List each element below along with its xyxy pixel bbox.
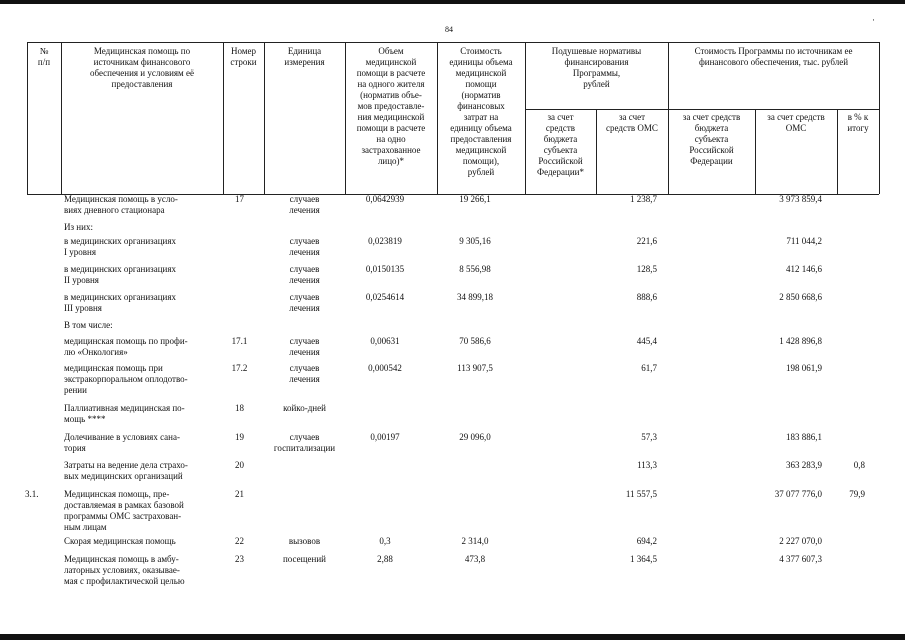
header-program-budget: за счет средств бюджета субъекта Российской Федерации	[682, 112, 741, 166]
row-cost: 34 899,18	[457, 292, 493, 302]
row-name: в медицинских организациях I уровня	[64, 236, 176, 257]
row-per-capita-oms: 61,7	[641, 363, 657, 373]
row-per-capita-oms: 694,2	[636, 536, 657, 546]
row-volume: 0,0254614	[365, 292, 405, 302]
scan-dot: ·	[872, 15, 875, 25]
row-number: 23	[235, 554, 244, 564]
row-program-oms: 412 146,6	[786, 264, 822, 274]
header-program-group: Стоимость Программы по источникам ее финансового обеспечения, тыс. рублей	[694, 46, 853, 67]
table-top-line	[27, 42, 879, 43]
row-name: Медицинская помощь в амбу- латорных условиях, оказывае- мая с профилактической целью	[64, 554, 185, 586]
row-per-capita-oms: 11 557,5	[625, 489, 657, 499]
row-cost: 8 556,98	[459, 264, 491, 274]
row-name: Паллиативная медицинская по- мощь ****	[64, 403, 185, 424]
row-program-oms: 3 973 859,4	[779, 194, 822, 204]
row-number: 17.1	[231, 336, 248, 346]
row-program-oms: 2 227 070,0	[779, 536, 822, 546]
row-unit: случаев лечения	[289, 363, 320, 384]
row-volume: 2,88	[377, 554, 393, 564]
row-number: 18	[235, 403, 244, 413]
top-border	[0, 0, 905, 4]
row-program-pct: 79,9	[849, 489, 865, 499]
row-cost: 2 314,0	[461, 536, 489, 546]
row-num: 3.1.	[25, 489, 39, 499]
bottom-border	[0, 634, 905, 640]
header-volume: Объем медицинской помощи в расчете на одного жителя (норматив объе- мов предоставле- ния медицинской помощи в расчете на одно застрахованное лицо)*	[356, 46, 426, 166]
row-cost: 9 305,16	[459, 236, 491, 246]
row-program-oms: 1 428 896,8	[779, 336, 822, 346]
row-per-capita-oms: 888,6	[636, 292, 657, 302]
header-kind: Медицинская помощь по источникам финансового обеспечения и условиям её предоставления	[90, 46, 194, 89]
row-per-capita-oms: 1 238,7	[630, 194, 657, 204]
row-unit: случаев госпитализации	[273, 432, 336, 453]
row-name: Скорая медицинская помощь	[64, 536, 176, 546]
row-cost: 29 096,0	[459, 432, 491, 442]
row-number: 17.2	[231, 363, 248, 373]
row-cost: 70 586,6	[459, 336, 491, 346]
header-program-pct: в % к итогу	[847, 112, 869, 133]
subheader-line	[525, 109, 879, 110]
header-cost: Стоимость единицы объема медицинской помощи (норматив финансовых затрат на единицу объема предоставления медицинской помощи), рублей	[449, 46, 513, 177]
header-row-number: Номер строки	[230, 46, 257, 67]
row-name: в медицинских организациях II уровня	[64, 264, 176, 285]
row-program-oms: 2 850 668,6	[779, 292, 822, 302]
column-border	[879, 42, 880, 194]
row-per-capita-oms: 113,3	[637, 460, 657, 470]
row-per-capita-oms: 221,6	[636, 236, 657, 246]
row-volume: 0,00631	[370, 336, 400, 346]
row-name: В том числе:	[64, 320, 113, 330]
row-number: 19	[235, 432, 244, 442]
header-per-capita-group: Подушевые нормативы финансирования Программы, рублей	[551, 46, 642, 89]
row-unit: случаев лечения	[289, 264, 320, 285]
row-program-oms: 363 283,9	[786, 460, 822, 470]
row-number: 20	[235, 460, 244, 470]
row-name: Из них:	[64, 222, 93, 232]
row-volume: 0,000542	[368, 363, 402, 373]
row-program-oms: 183 886,1	[786, 432, 822, 442]
row-volume: 0,3	[379, 536, 391, 546]
row-unit: вызовов	[288, 536, 321, 546]
row-unit: койко-дней	[283, 403, 326, 413]
row-program-pct: 0,8	[853, 460, 865, 470]
row-per-capita-oms: 1 364,5	[630, 554, 657, 564]
row-unit: посещений	[282, 554, 326, 564]
header-num: № п/п	[37, 46, 51, 67]
row-name: медицинская помощь по профи- лю «Онкология»	[64, 336, 188, 357]
row-cost: 113 907,5	[457, 363, 493, 373]
row-cost: 473,8	[464, 554, 486, 564]
row-number: 22	[235, 536, 244, 546]
header-per-capita-oms: за счет средств ОМС	[606, 112, 658, 133]
row-name: в медицинских организациях III уровня	[64, 292, 176, 313]
row-name: Медицинская помощь, пре- доставляемая в рамках базовой программы ОМС застрахован- ным лицам	[64, 489, 184, 532]
row-volume: 0,023819	[368, 236, 402, 246]
row-unit: случаев лечения	[289, 194, 320, 215]
row-name: Медицинская помощь в усло- виях дневного стационара	[64, 194, 178, 215]
row-unit: случаев лечения	[289, 336, 320, 357]
row-program-oms: 711 044,2	[786, 236, 822, 246]
row-cost: 19 266,1	[459, 194, 491, 204]
row-name: Долечивание в условиях сана- тория	[64, 432, 180, 453]
row-unit: случаев лечения	[289, 292, 320, 313]
page-number: 84	[445, 25, 453, 34]
header-program-oms: за счет средств ОМС	[767, 112, 825, 133]
header-unit: Единица измерения	[284, 46, 325, 67]
row-name: Затраты на ведение дела страхо- вых медицинских организаций	[64, 460, 188, 481]
row-number: 17	[235, 194, 244, 204]
row-per-capita-oms: 57,3	[641, 432, 657, 442]
row-per-capita-oms: 445,4	[636, 336, 657, 346]
row-program-oms: 37 077 776,0	[774, 489, 822, 499]
row-volume: 0,00197	[370, 432, 400, 442]
row-per-capita-oms: 128,5	[636, 264, 657, 274]
row-volume: 0,0150135	[365, 264, 405, 274]
row-name: медицинская помощь при экстракорпоральном оплодотво- рении	[64, 363, 188, 395]
header-per-capita-budget: за счет средств бюджета субъекта Российской Федерации*	[536, 112, 584, 177]
row-volume: 0,0642939	[365, 194, 405, 204]
row-unit: случаев лечения	[289, 236, 320, 257]
row-program-oms: 198 061,9	[786, 363, 822, 373]
row-program-oms: 4 377 607,3	[779, 554, 822, 564]
row-number: 21	[235, 489, 244, 499]
